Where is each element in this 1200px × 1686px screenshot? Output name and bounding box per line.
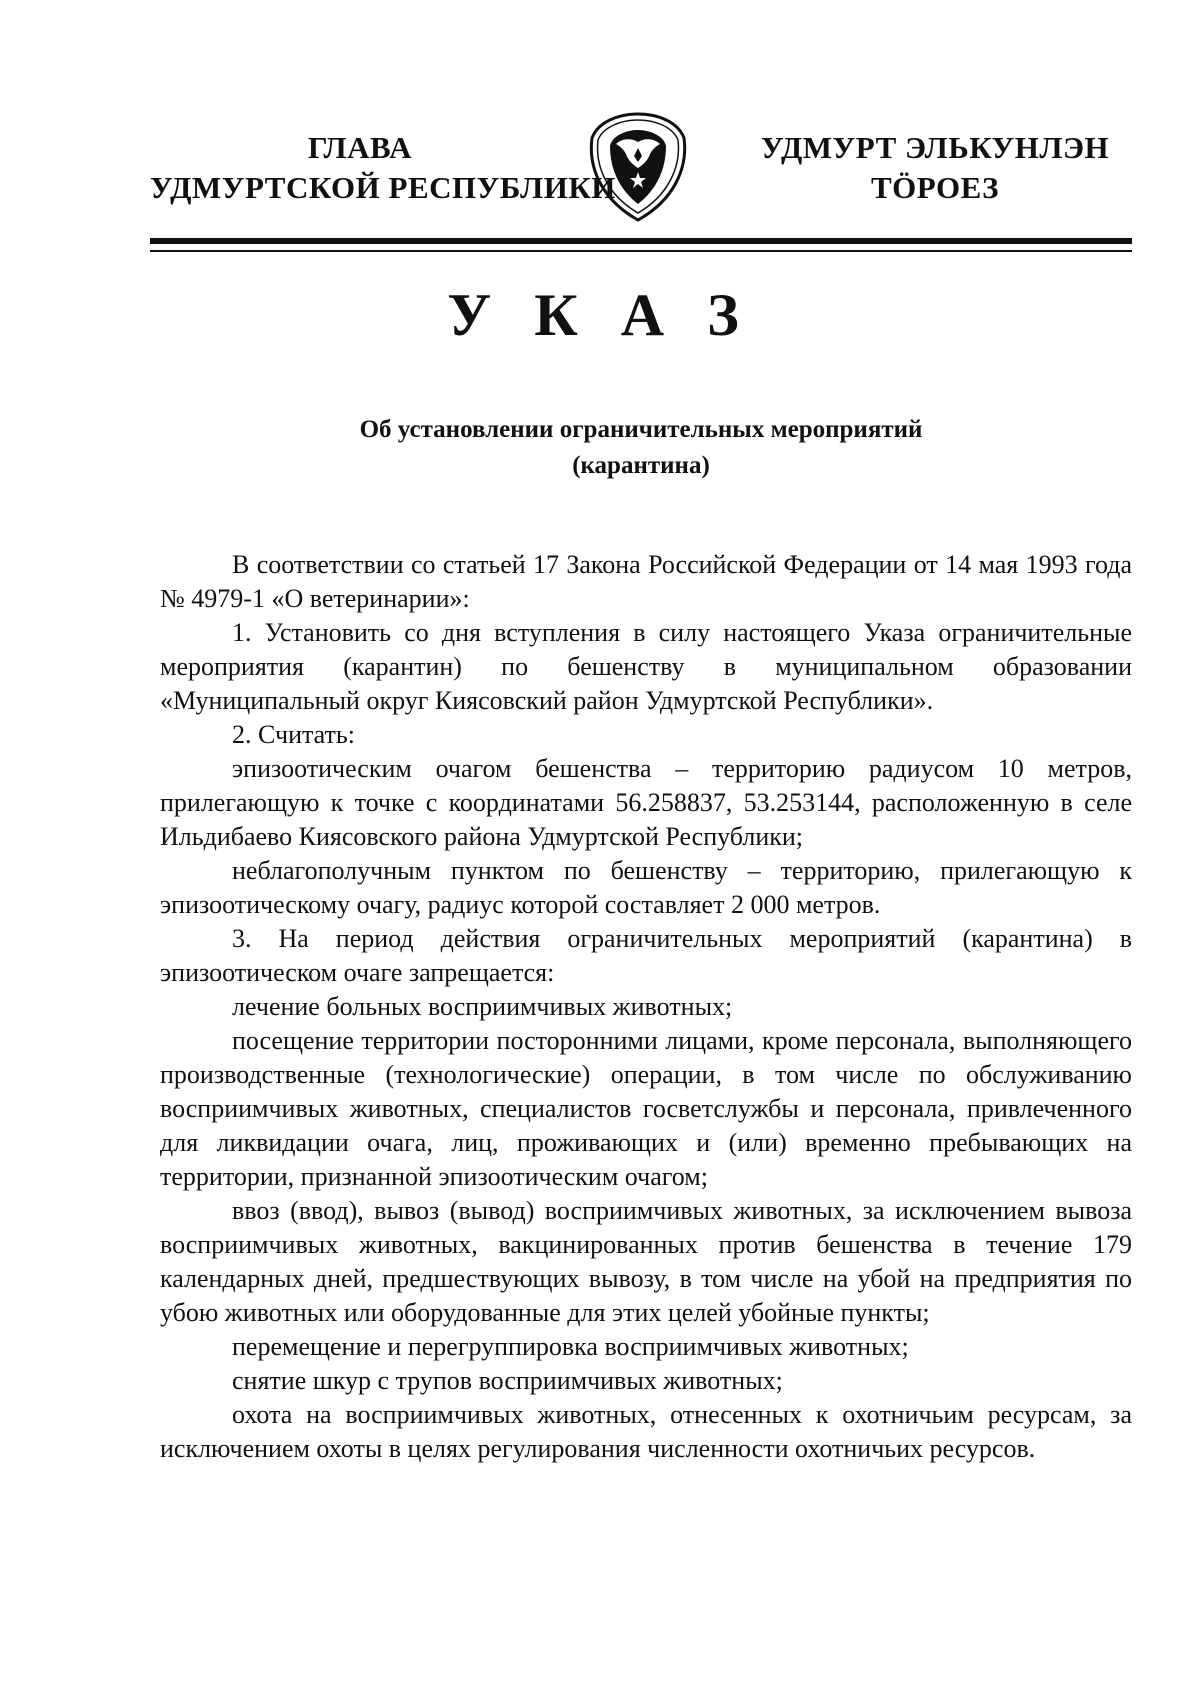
paragraph: ввоз (ввод), вывоз (вывод) восприимчивых животных, за исключением вывоза восприимчивых животных, вакцинированных против бешенства в течение 179 календарных дней, предшествующих вывозу, в том числе на убой на предприятия по убою животных или оборудованные для этих целей убойные пункты; <box>160 1196 1132 1327</box>
document-subject-line2: (карантина) <box>572 452 710 479</box>
udmurt-coat-of-arms-icon <box>584 108 692 226</box>
header-divider-thick <box>150 238 1132 244</box>
paragraph: эпизоотическим очагом бешенства – территорию радиусом 10 метров, прилегающую к точке с координатами 56.258837, 53.253144, расположенную в селе Ильдибаево Киясовского района Удмуртской Республики; <box>160 754 1132 851</box>
header-divider-thin <box>150 250 1132 252</box>
letterhead-russian-line2: УДМУРТСКОЙ РЕСПУБЛИКИ <box>150 170 616 205</box>
letterhead-russian <box>150 128 616 208</box>
paragraph: снятие шкур с трупов восприимчивых животных; <box>232 1366 783 1395</box>
letterhead-russian-line1: ГЛАВА <box>307 130 413 165</box>
paragraph: В соответствии со статьей 17 Закона Российской Федерации от 14 мая 1993 года № 4979-1 «О ветеринарии»: <box>160 550 1132 613</box>
paragraph: посещение территории посторонними лицами, кроме персонала, выполняющего производственные (технологические) операции, в том числе по обслуживанию восприимчивых животных, специалистов госветслужбы и персонала, привлеченного для ликвидации очага, лиц, проживающих и (или) временно пребывающих на территории, признанной эпизоотическим очагом; <box>160 1026 1132 1191</box>
paragraph: неблагополучным пунктом по бешенству – территорию, прилегающую к эпизоотическому очагу, радиус которой составляет 2 000 метров. <box>160 856 1132 919</box>
paragraph: охота на восприимчивых животных, отнесенных к охотничьим ресурсам, за исключением охоты в целях регулирования численности охотничьих ресурсов. <box>160 1400 1132 1463</box>
paragraph: 1. Установить со дня вступления в силу настоящего Указа ограничительные мероприятия (карантин) по бешенству в муниципальном образовании «Муниципальный округ Киясовский район Удмуртской Республики». <box>160 618 1132 715</box>
letterhead-udmurt-line2: ТӦРОЕЗ <box>870 170 1000 205</box>
paragraph: 2. Считать: <box>232 720 355 749</box>
letterhead-udmurt-line1: УДМУРТ ЭЛЬКУНЛЭН <box>760 130 1110 165</box>
document-body <box>160 548 1132 1466</box>
paragraph: 3. На период действия ограничительных мероприятий (карантина) в эпизоотическом очаге запрещается: <box>160 924 1132 987</box>
document-subject-line1: Об установлении ограничительных мероприятий <box>359 416 923 443</box>
document-subject <box>150 412 1132 484</box>
document-type-title: У К А З <box>447 282 753 348</box>
paragraph: лечение больных восприимчивых животных; <box>232 992 733 1021</box>
letterhead-udmurt <box>740 128 1130 208</box>
paragraph: перемещение и перегруппировка восприимчивых животных; <box>232 1332 909 1361</box>
